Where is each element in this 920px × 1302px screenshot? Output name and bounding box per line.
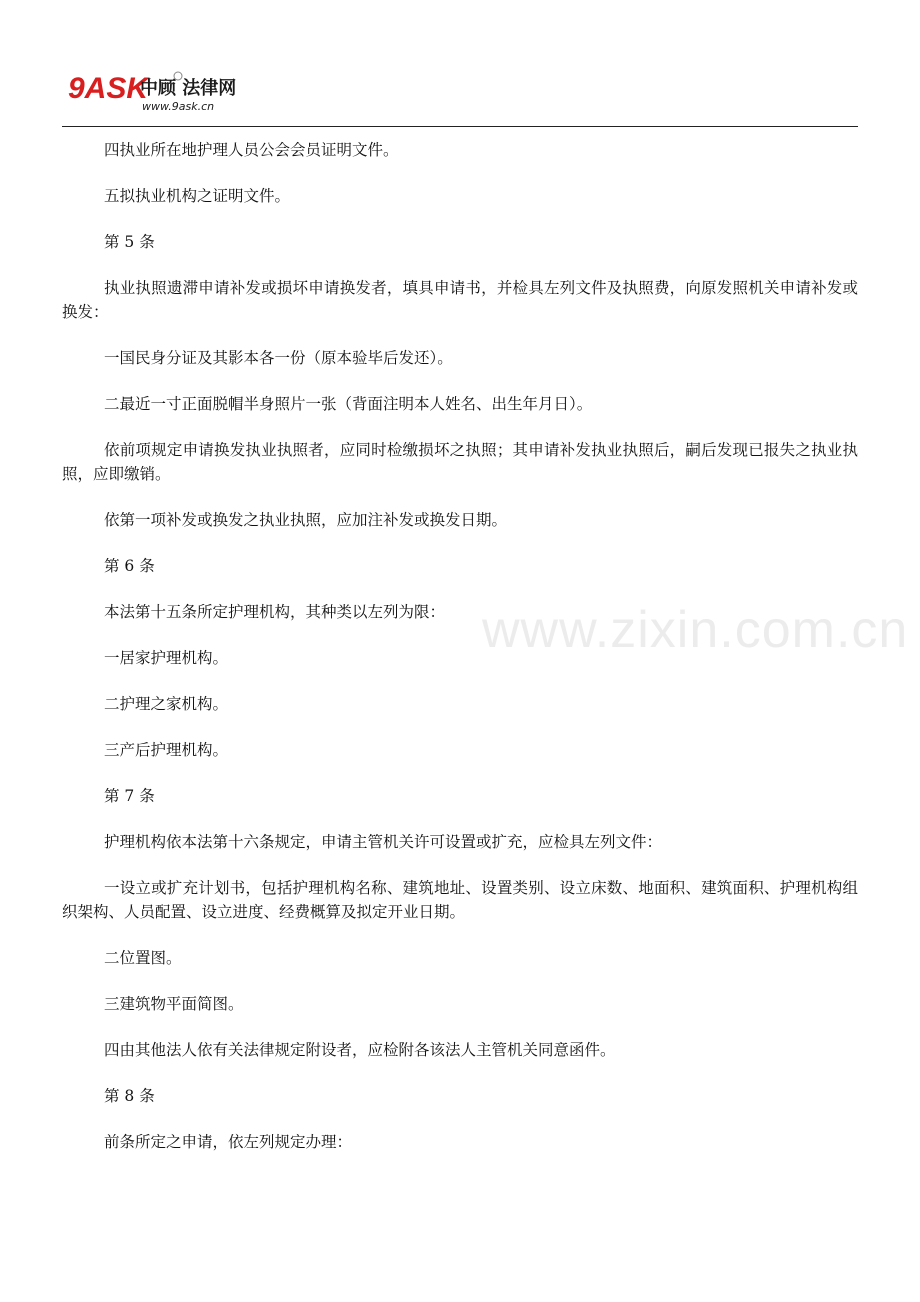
logo-url: www.9ask.cn: [142, 100, 215, 113]
article-heading: 第 7 条: [104, 787, 155, 805]
paragraph: 一国民身分证及其影本各一份（原本验毕后发还）。: [104, 349, 453, 367]
article-heading: 第 6 条: [104, 557, 155, 575]
paragraph: 三建筑物平面简图。: [104, 995, 244, 1013]
article-heading: 第 8 条: [104, 1087, 155, 1105]
paragraph: 二最近一寸正面脱帽半身照片一张（背面注明本人姓名、出生年月日）。: [104, 395, 593, 413]
paragraph: 五拟执业机构之证明文件。: [104, 187, 291, 205]
logo-graphic: [66, 70, 306, 114]
paragraph: 二位置图。: [104, 949, 182, 967]
article-heading: 第 5 条: [104, 233, 155, 251]
paragraph: 护理机构依本法第十六条规定，申请主管机关许可设置或扩充，应检具左列文件：: [104, 833, 663, 851]
paragraph: 二护理之家机构。: [104, 695, 229, 713]
paragraph: 依第一项补发或换发之执业执照，应加注补发或换发日期。: [104, 511, 508, 529]
site-logo[interactable]: [66, 70, 306, 114]
paragraph: 一居家护理机构。: [104, 649, 229, 667]
watermark: www.zixin.com.cn: [482, 601, 909, 659]
header-divider: [62, 126, 858, 127]
paragraph: 四由其他法人依有关法律规定附设者，应检附各该法人主管机关同意函件。: [104, 1041, 616, 1059]
paragraph: 前条所定之申请，依左列规定办理：: [104, 1133, 353, 1151]
paragraph: 四执业所在地护理人员公会会员证明文件。: [104, 141, 399, 159]
paragraph: 依前项规定申请换发执业执照者，应同时检缴损坏之执照；其申请补发执业执照后，嗣后发现已报失之执业执照，应即缴销。: [62, 441, 858, 483]
document-header: [62, 70, 858, 128]
paragraph: 三产后护理机构。: [104, 741, 229, 759]
document-body: [62, 138, 858, 1176]
paragraph: 一设立或扩充计划书，包括护理机构名称、建筑地址、设置类别、设立床数、地面积、建筑面积、护理机构组织架构、人员配置、设立进度、经费概算及拟定开业日期。: [62, 879, 858, 921]
paragraph: 本法第十五条所定护理机构，其种类以左列为限：: [104, 603, 446, 621]
logo-mark: 9ASK: [68, 72, 149, 105]
paragraph: 执业执照遗滞申请补发或损坏申请换发者，填具申请书，并检具左列文件及执照费，向原发照机关申请补发或换发：: [62, 279, 858, 321]
logo-chinese-name: 中顾 法律网: [140, 78, 237, 99]
